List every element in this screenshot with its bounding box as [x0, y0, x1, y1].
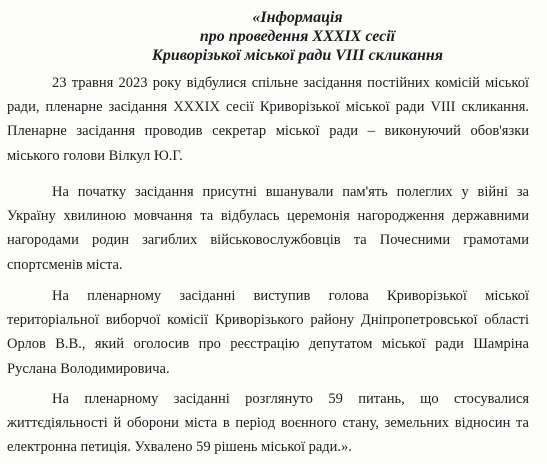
paragraph-deputy-registration: На пленарному засіданні виступив голова Криворізької міської територіальної виборчої комісії Криворізького району Дніпропетровської області Орлов В.В., який оголосив про реєстрацію депутатом міської ради Шамріна Руслана Володимировича. — [7, 288, 529, 377]
paragraph-commemoration: На початку засідання присутні вшанували пам'ять полеглих у війні за Україну хвилиною мовчання та відбулась церемонія нагородження державними нагородами родин загиблих військовослужбовців та Почесними грамотами спортсменів міста. — [7, 184, 529, 273]
header-title: «Інформація — [252, 9, 343, 26]
paragraph-session-info: 23 травня 2023 року відбулися спільне засідання постійних комісій міської ради, пленарне засідання XXXIX сесії Криворізької міської ради VIII скликання. Пленарне засідання проводив секретар міської ради – виконуючий обов'язки міського голови Вілкул Ю.Г. — [7, 75, 529, 164]
paragraph-decisions: На пленарному засіданні розглянуто 59 питань, що стосувалися життєдіяльності й оборони міста в період воєнного стану, земельних відносин та електронна петиція. Ухвалено 59 рішень міської ради.». — [7, 391, 529, 456]
header-council-name: Криворізької міської ради VIII скликання — [152, 47, 443, 64]
header-subtitle: про проведення XXXIX сесії — [199, 28, 396, 45]
document-header — [0, 8, 547, 65]
